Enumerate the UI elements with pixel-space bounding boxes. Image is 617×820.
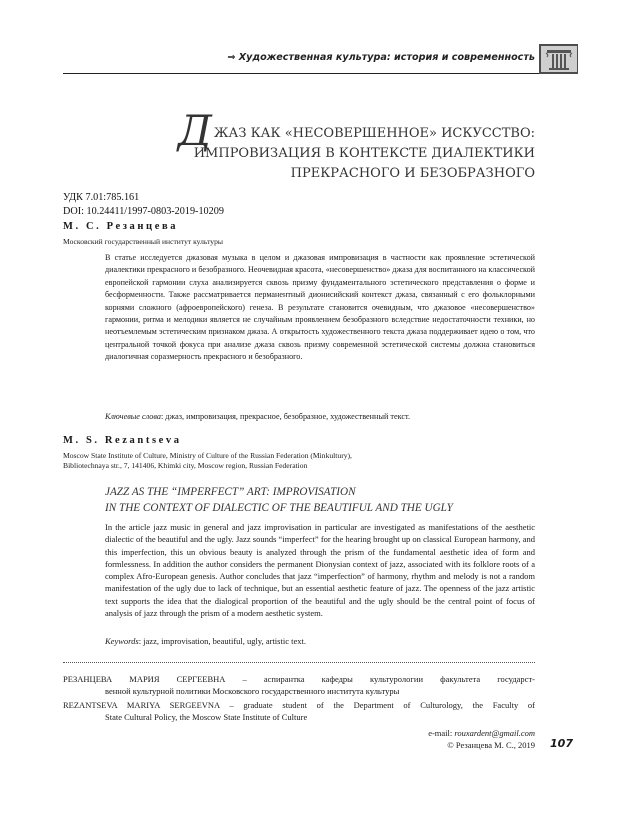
udc-code: УДК 7.01:785.161: [63, 192, 140, 203]
affiliation-ru: Московский государственный институт культуры: [63, 237, 224, 246]
affiliation-line: Moscow State Institute of Culture, Ministry of Culture of the Russian Federation (Minkultury),: [63, 451, 352, 460]
title-line: ПРЕКРАСНОГО И БЕЗОБРАЗНОГО: [290, 166, 535, 181]
copyright: © Резанцева М. С., 2019: [447, 740, 535, 750]
email-link[interactable]: rouxardent@gmail.com: [454, 728, 535, 738]
keywords-label: Ключевые слова: [105, 412, 161, 421]
article-title-en: [105, 484, 453, 516]
running-header: [0, 44, 617, 74]
section-name: Художественная культура: история и современность: [238, 52, 535, 63]
title-line: IN THE CONTEXT OF DIALECTIC OF THE BEAUTIFUL AND THE UGLY: [105, 502, 453, 514]
article-title-ru: [177, 106, 535, 184]
note-line: РЕЗАНЦЕВА МАРИЯ СЕРГЕЕВНА – аспирантка кафедры культурологии факультета государст-: [63, 674, 535, 684]
keywords-text: : jazz, improvisation, beautiful, ugly, artistic text.: [138, 636, 306, 646]
author-name-en: M. S. Rezantseva: [63, 435, 182, 446]
note-line: REZANTSEVA MARIYA SERGEEVNA – graduate student of the Department of Culturology, the Faculty of: [63, 700, 535, 710]
note-line: венной культурной политики Московского государственного института культуры: [105, 686, 400, 697]
email-label: e-mail:: [428, 728, 455, 738]
title-line: ЖАЗ КАК «НЕСОВЕРШЕННОЕ» ИСКУССТВО:: [213, 126, 535, 141]
article-meta: [63, 191, 224, 218]
author-note-en: [63, 699, 535, 724]
abstract-ru: В статье исследуется джазовая музыка в целом и джазовая импровизация в частности как проявление эстетической диалектики прекрасного и безобразного. Неочевидная красота, «несовершенство» джаза для воспитанного на классической европейской гармонии слуха анализируется сквозь призму фундаментального эстетического представления о форме и бесформенности. Также рассматривается перманентный дионисийский контекст джаза, связанный с его фольклорными корнями сложного (афроевропейского) генеза. В результате становится очевидным, что джазовое «несовершенство» гармонии, ритма и мелодики является не случайным проявлением безобразного вследствие недостаточности техники, но неотъемлемым эстетическим признаком джаза. А открытость художественного текста джаза поддерживает идею о том, что центральной точкой фокуса при анализе джаза сквозь призму современной эстетической системы должна становиться диалогичная соразмерность прекрасного и безобразного.: [105, 253, 535, 362]
affiliation-en: [63, 451, 352, 472]
column-emblem-icon: [541, 46, 577, 72]
section-title: [227, 52, 535, 63]
keywords-text: : джаз, импровизация, прекрасное, безобразное, художественный текст.: [160, 412, 411, 421]
header-rule: [63, 73, 539, 74]
drop-cap: Д: [177, 106, 212, 155]
keywords-ru: [105, 412, 535, 421]
keywords-label: Keywords: [105, 636, 139, 646]
page-number: 107: [550, 737, 573, 750]
affiliation-line: Bibliotechnaya str., 7, 141406, Khimki city, Moscow region, Russian Federation: [63, 461, 308, 471]
author-email: [428, 728, 535, 738]
title-line: JAZZ AS THE “IMPERFECT” ART: IMPROVISATION: [105, 486, 356, 498]
note-line: State Cultural Policy, the Moscow State Institute of Culture: [105, 712, 308, 723]
title-line: ИМПРОВИЗАЦИЯ В КОНТЕКСТЕ ДИАЛЕКТИКИ: [193, 146, 535, 161]
keywords-en: [105, 636, 306, 646]
author-note-ru: [63, 673, 535, 698]
arrow-icon: ⇒: [227, 52, 236, 63]
abstract-en: In the article jazz music in general and jazz improvisation in particular are investigated as manifestations of the aesthetic dialectic of the beautiful and the ugly. Jazz sounds “imperfect” for the hearing brought up on classical European harmony, and this imperfection, this un obvious beauty is analyzed through the prism of the fundamental aesthetic idea of form and formlessness. In addition the author considers the permanent Dionysian context of jazz, associated with its folklore roots of a complex Afro-European genesis. Author concludes that jazz “imperfection” of harmony, rhythm and melody is not a random manifestation of the ugly due to lack of technique, but an essential aesthetic feature of jazz. The openness of the jazz artistic text supports the idea that the dialogical proportion of the beautiful and the ugly should be the central point of focus of analysis of jazz through the prism of a modern aesthetic system.: [105, 522, 535, 619]
doi: DOI: 10.24411/1997-0803-2019-10209: [63, 205, 224, 217]
author-name-ru: М. С. Резанцева: [63, 221, 179, 232]
footnote-divider: [63, 662, 535, 663]
